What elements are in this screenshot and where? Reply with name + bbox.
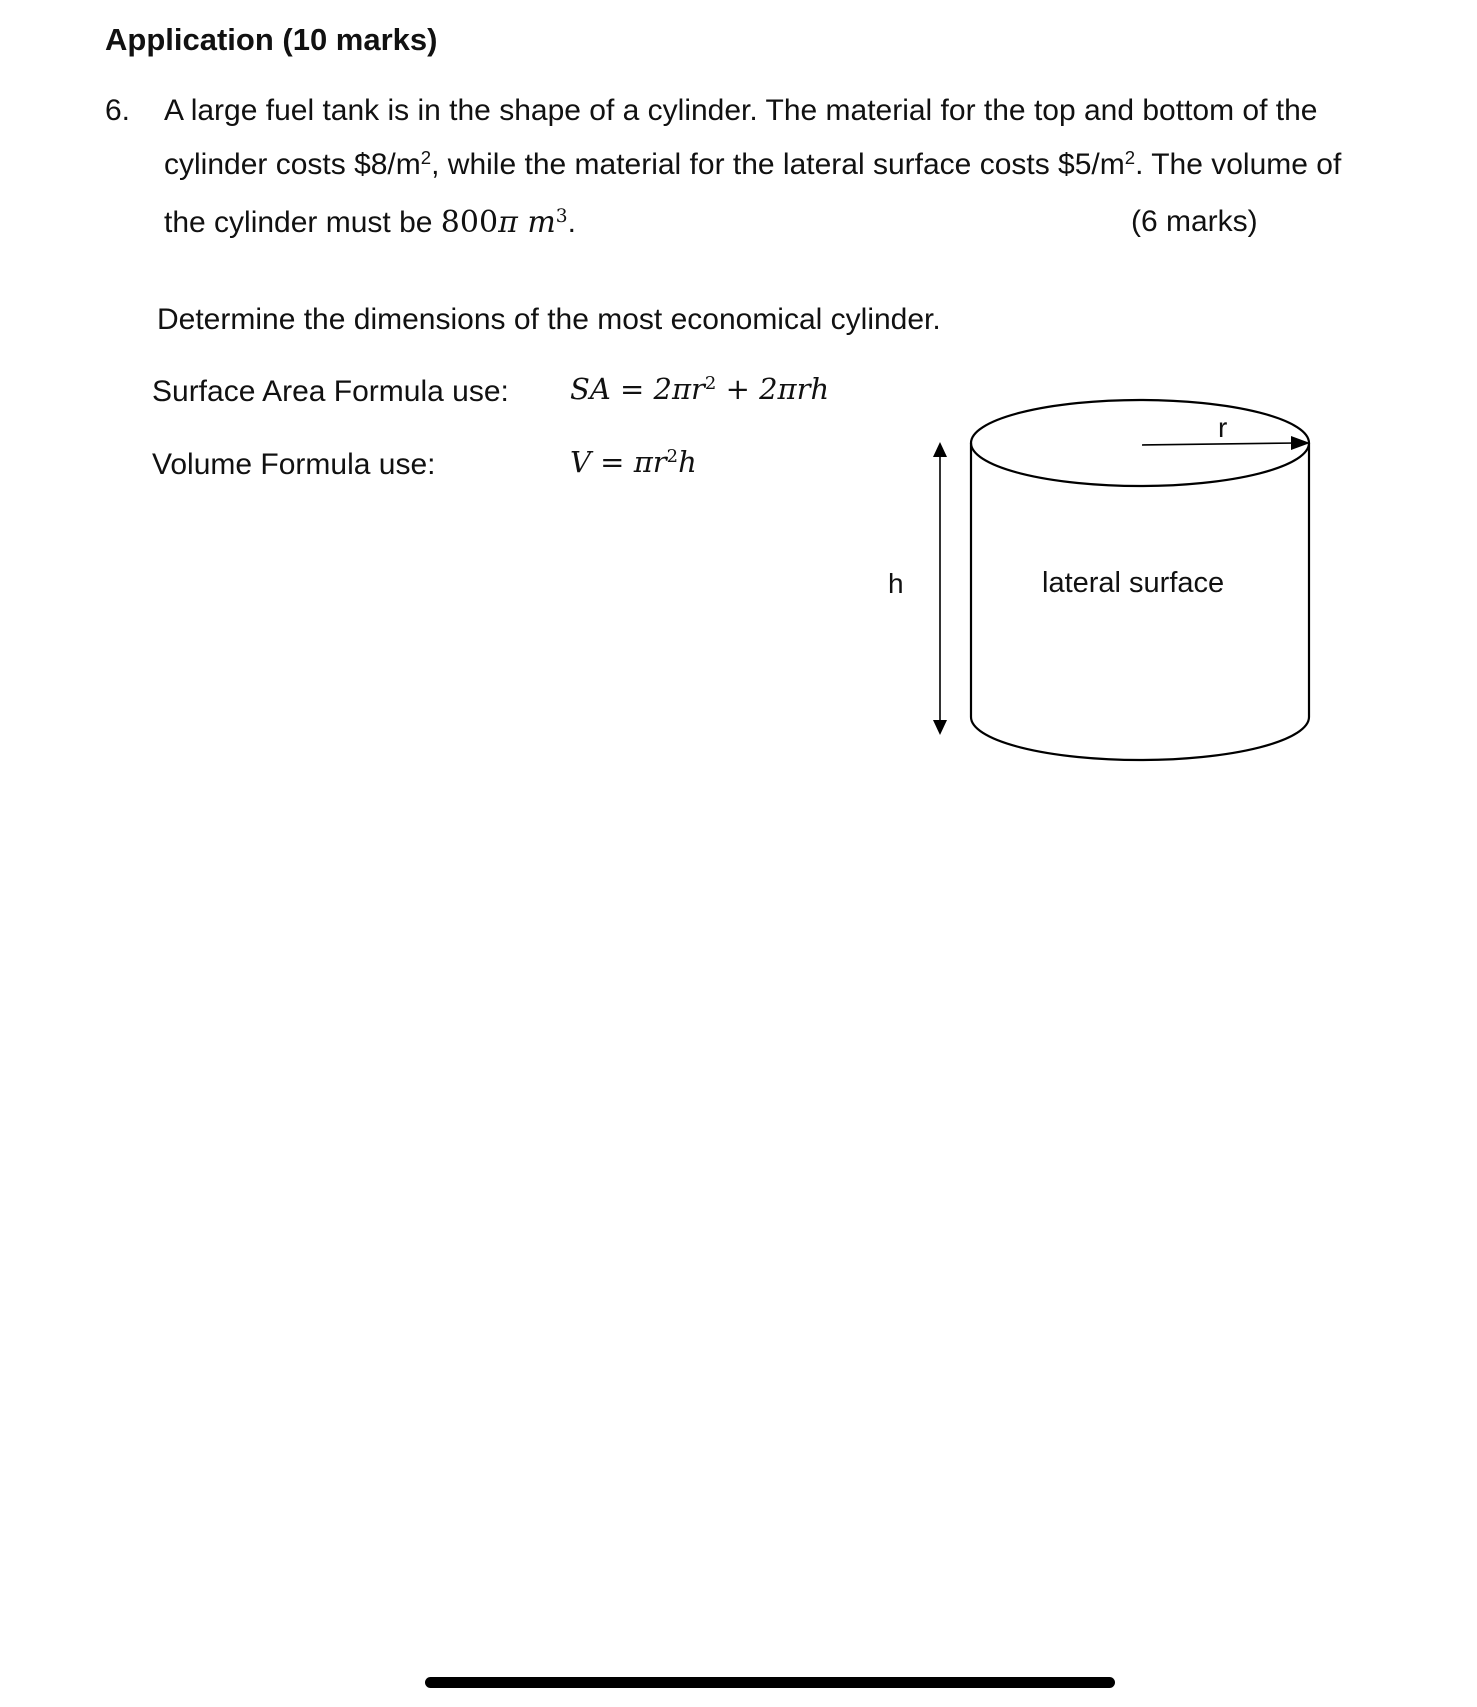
volume-exponent: 3 [555,205,568,227]
volume-label: Volume Formula use: [152,448,436,481]
lateral-surface-label: lateral surface [1042,567,1225,599]
instruction-text: Determine the dimensions of the most economical cylinder. [157,303,941,336]
surface-area-label: Surface Area Formula use: [152,375,509,408]
v-eq: = πr [590,445,667,479]
v-exponent: 2 [666,446,679,468]
volume-unit: m [527,205,556,240]
volume-pi: π [498,205,518,240]
question-line-2-part-c: . The volume of [1135,148,1342,181]
superscript: 2 [1124,146,1136,168]
sa-lhs: SA [570,372,611,406]
superscript: 2 [420,146,432,168]
question-line-2-part-b: , while the material for the lateral surface costs $5/m [431,148,1125,181]
radius-label: r [1218,412,1228,443]
sa-eq: = 2πr [610,372,705,406]
question-line-3-text: the cylinder must be [164,206,441,239]
sa-exponent: 2 [704,373,717,395]
v-rest: h [678,445,697,479]
v-lhs: V [570,445,591,479]
section-heading: Application (10 marks) [105,22,438,57]
question-marks: (6 marks) [1131,205,1258,238]
question-line-1: A large fuel tank is in the shape of a cylinder. The material for the top and bottom of the [164,94,1318,127]
volume-period: . [567,206,576,239]
height-arrowhead-bottom [933,720,947,735]
cylinder-bottom [971,717,1309,760]
question-line-2-part-a: cylinder costs $8/m [164,148,421,181]
home-indicator[interactable] [425,1677,1115,1688]
volume-coefficient: 800 [440,205,499,240]
radius-arrow [1142,443,1298,445]
sa-rest: + 2πrh [716,372,830,406]
height-label: h [888,568,904,599]
height-arrowhead-top [933,442,947,457]
question-number: 6. [105,94,131,127]
